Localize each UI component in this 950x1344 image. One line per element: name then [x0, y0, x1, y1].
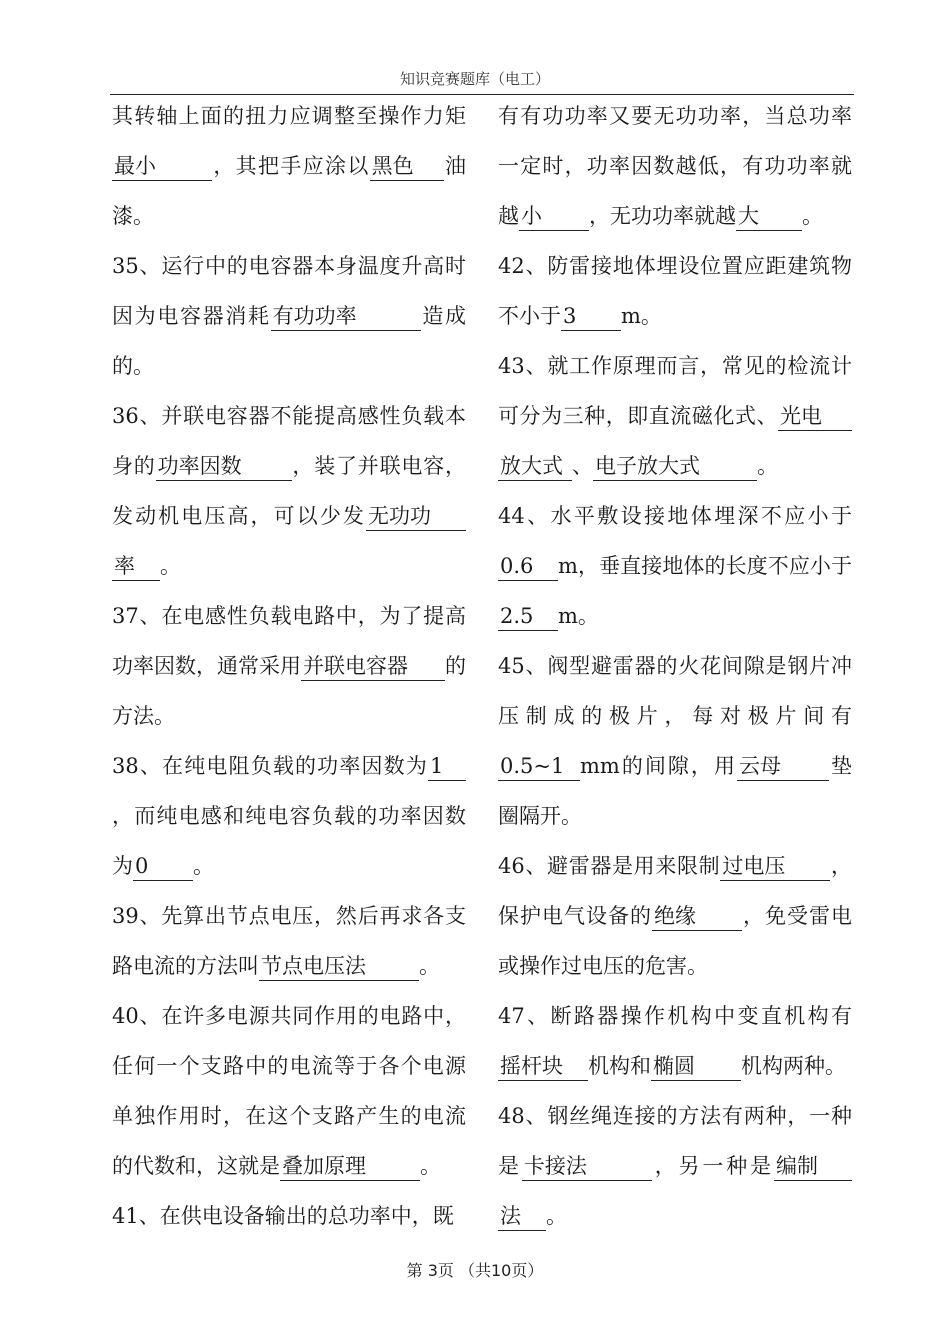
question-item — [112, 591, 466, 741]
question-text: 。 — [193, 854, 214, 878]
answer-blank: 编制 — [774, 1152, 852, 1181]
question-text: ，免受雷电或操作过电压的危害。 — [498, 904, 852, 978]
question-item — [112, 991, 466, 1191]
question-text: 38、在纯电阻负载的功率因数为 — [112, 754, 428, 778]
question-item — [498, 991, 852, 1091]
answer-blank: 并联电容器 — [301, 652, 445, 681]
question-item — [498, 491, 852, 641]
answer-blank: 摇杆块 — [498, 1052, 588, 1081]
answer-blank: 2.5 — [498, 602, 558, 631]
question-text: 47、断路器操作机构中变直机构有 — [498, 1004, 852, 1028]
question-item — [112, 241, 466, 391]
question-text: 垫圈隔开。 — [498, 754, 853, 828]
page-header: 知识竞赛题库（电工） — [399, 70, 550, 88]
answer-blank: 0 — [133, 852, 193, 881]
question-text: mm的间隙，用 — [580, 754, 737, 778]
question-item — [112, 1191, 466, 1241]
question-text: ，装了并联电容，发动机电压高，可以少发 — [112, 454, 467, 528]
answer-blank: 大 — [736, 202, 802, 231]
question-item — [498, 241, 852, 341]
question-item — [112, 741, 466, 891]
answer-blank: 率 — [112, 552, 160, 581]
question-text: 有有功功率又要无功功率，当总功率一定时，功率因数越低，有功功率就越 — [498, 104, 852, 228]
question-item — [498, 841, 852, 991]
question-text: 44、水平敷设接地体埋深不应小于 — [498, 504, 852, 528]
answer-blank: 小 — [519, 202, 589, 231]
question-text: 的方法。 — [112, 654, 466, 728]
question-text: ，无功功率就越 — [589, 204, 736, 228]
answer-blank: 法 — [498, 1202, 546, 1231]
answer-blank: 1 — [428, 752, 466, 781]
question-item — [112, 91, 466, 241]
question-text: 45、阀型避雷器的火花间隙是钢片冲压制成的极片，每对极片间有 — [498, 654, 852, 728]
answer-blank: 过电压 — [720, 852, 830, 881]
question-text: 39、先算出节点电压，然后再求各支路电流的方法叫 — [112, 904, 466, 978]
question-item — [112, 891, 466, 991]
question-text: 。 — [419, 954, 440, 978]
question-text: 其转轴上面的扭力应调整至操作力矩 — [112, 104, 466, 128]
question-text: 37、在电感性负载电路中，为了提高功率因数，通常采用 — [112, 604, 466, 678]
question-text: 、 — [572, 454, 593, 478]
answer-blank: 放大式 — [498, 452, 572, 481]
answer-blank: 无功功 — [366, 502, 466, 531]
question-text: 36、并联电容器不能提高感性负载本身的 — [112, 404, 466, 478]
question-text: 。 — [802, 204, 823, 228]
answer-blank: 黑色 — [370, 152, 444, 181]
question-text: 41、在供电设备输出的总功率中，既 — [112, 1204, 454, 1228]
answer-blank: 功率因数 — [156, 452, 292, 481]
answer-blank: 绝缘 — [652, 902, 742, 931]
question-text: ，保护电气设备的 — [498, 854, 852, 928]
left-column — [112, 91, 466, 1241]
question-text: 。 — [546, 1204, 567, 1228]
answer-blank: 节点电压法 — [259, 952, 419, 981]
question-text: 。 — [757, 454, 778, 478]
question-text: m。 — [558, 604, 599, 628]
question-text: 35、运行中的电容器本身温度升高时因为电容器消耗 — [112, 254, 466, 328]
page-footer: 第 3页 （共10页） — [406, 1261, 544, 1280]
question-text: ，另一种是 — [651, 1154, 775, 1178]
question-text: 。 — [160, 554, 181, 578]
answer-blank: 云母 — [737, 752, 829, 781]
question-text: 造成的。 — [112, 304, 467, 378]
question-text: 40、在许多电源共同作用的电路中，任何一个支路中的电流等于各个电源单独作用时，在这个支路产生的电流的代数和，这就是 — [112, 1004, 466, 1178]
answer-blank: 光电 — [778, 402, 852, 431]
question-item — [498, 341, 852, 491]
answer-blank: 椭圆 — [651, 1052, 741, 1081]
question-text: 。 — [420, 1154, 441, 1178]
question-text: 机构和 — [588, 1054, 651, 1078]
right-column — [498, 91, 852, 1241]
answer-blank: 3 — [561, 302, 621, 331]
question-item — [112, 391, 466, 591]
question-text: 48、钢丝绳连接的方法有两种，一种是 — [498, 1104, 852, 1178]
question-text: 46、避雷器是用来限制 — [498, 854, 721, 878]
question-text: 42、防雷接地体埋设位置应距建筑物不小于 — [498, 254, 852, 328]
answer-blank: 最小 — [112, 152, 212, 181]
question-text: 43、就工作原理而言，常见的检流计可分为三种，即直流磁化式、 — [498, 354, 852, 428]
question-text: ，其把手应涂以 — [212, 154, 370, 178]
answer-blank: 电子放大式 — [593, 452, 757, 481]
question-item — [498, 641, 852, 841]
question-text: m。 — [621, 304, 662, 328]
question-text: 油漆。 — [112, 154, 467, 228]
answer-blank: 有功功率 — [271, 302, 421, 331]
question-text: m，垂直接地体的长度不应小于 — [558, 554, 852, 578]
question-item — [498, 1091, 852, 1241]
answer-blank: 卡接法 — [522, 1152, 652, 1181]
question-text: 机构两种。 — [741, 1054, 846, 1078]
question-item — [498, 91, 852, 241]
question-text: ，而纯电感和纯电容负载的功率因数为 — [112, 804, 466, 878]
answer-blank: 叠加原理 — [280, 1152, 420, 1181]
answer-blank: 0.6 — [498, 552, 558, 581]
answer-blank: 0.5~1 — [498, 752, 580, 781]
